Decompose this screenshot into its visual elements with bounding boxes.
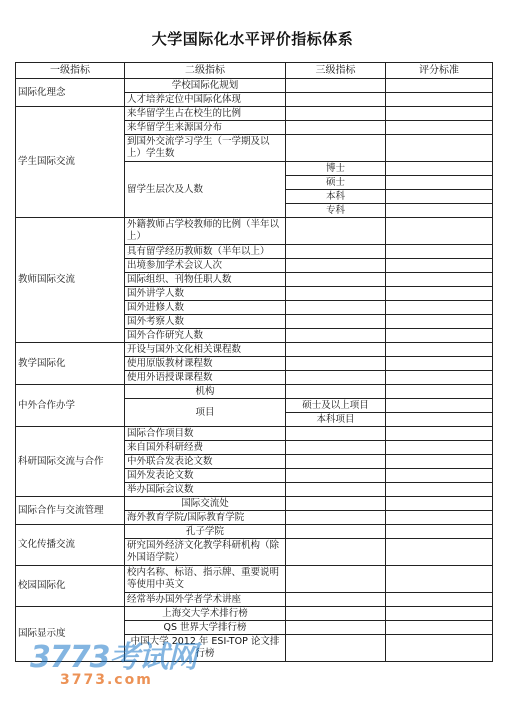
level2-cell: 外籍教师占学校教师的比例（半年以上） — [125, 218, 286, 245]
level2-cell: 来华留学生来源国分布 — [125, 121, 286, 135]
score-cell — [386, 329, 493, 343]
level2-cell: 校内名称、标语、指示牌、重要说明等使用中英文 — [125, 566, 286, 593]
header-level2: 二级指标 — [125, 63, 286, 79]
score-cell — [386, 497, 493, 511]
level2-cell: 中外联合发表论文数 — [125, 455, 286, 469]
level2-cell: 国际交流处 — [125, 497, 286, 511]
score-cell — [386, 273, 493, 287]
header-level3: 三级指标 — [286, 63, 386, 79]
level2-cell: 经常举办国外学者学术讲座 — [125, 593, 286, 607]
level3-cell: 博士 — [286, 162, 386, 176]
score-cell — [386, 525, 493, 539]
level2-cell: 孔子学院 — [125, 525, 286, 539]
score-cell — [386, 566, 493, 593]
level1-cell: 科研国际交流与合作 — [16, 427, 125, 497]
level3-cell — [286, 287, 386, 301]
score-cell — [386, 204, 493, 218]
level3-cell: 专科 — [286, 204, 386, 218]
level3-cell — [286, 621, 386, 635]
level2-cell: 上海交大学术排行榜 — [125, 607, 286, 621]
score-cell — [386, 483, 493, 497]
level2-cell: 中国大学 2012 年 ESI-TOP 论文排行榜 — [125, 635, 286, 662]
score-cell — [386, 539, 493, 566]
level3-cell — [286, 121, 386, 135]
level1-cell: 教师国际交流 — [16, 218, 125, 343]
level2-cell: 国外讲学人数 — [125, 287, 286, 301]
table-row — [16, 566, 493, 593]
level1-cell: 国际显示度 — [16, 607, 125, 662]
score-cell — [386, 441, 493, 455]
level3-cell — [286, 93, 386, 107]
level2-cell: 来自国外科研经费 — [125, 441, 286, 455]
score-cell — [386, 287, 493, 301]
level3-cell — [286, 455, 386, 469]
score-cell — [386, 107, 493, 121]
score-cell — [386, 301, 493, 315]
watermark-url: 3773.com — [60, 672, 153, 688]
score-cell — [386, 315, 493, 329]
score-cell — [386, 469, 493, 483]
level3-cell — [286, 245, 386, 259]
level3-cell — [286, 511, 386, 525]
level3-cell — [286, 107, 386, 121]
level2-cell: 学校国际化规划 — [125, 79, 286, 93]
level3-cell: 硕士 — [286, 176, 386, 190]
score-cell — [386, 427, 493, 441]
level2-cell: 国际组织、刊物任职人数 — [125, 273, 286, 287]
level2-cell: 项目 — [125, 399, 286, 427]
score-cell — [386, 455, 493, 469]
header-scoring: 评分标准 — [386, 63, 493, 79]
table-row — [16, 79, 493, 93]
level3-cell: 硕士及以上项目 — [286, 399, 386, 413]
level1-cell: 教学国际化 — [16, 343, 125, 385]
level3-cell — [286, 315, 386, 329]
level2-cell: 国外进修人数 — [125, 301, 286, 315]
level3-cell — [286, 259, 386, 273]
level2-cell: 机构 — [125, 385, 286, 399]
score-cell — [386, 371, 493, 385]
score-cell — [386, 190, 493, 204]
watermark-logo-text: 3773考试网 — [30, 640, 197, 675]
level1-cell: 校园国际化 — [16, 566, 125, 607]
header-level1: 一级指标 — [16, 63, 125, 79]
level3-cell — [286, 385, 386, 399]
level3-cell — [286, 79, 386, 93]
score-cell — [386, 413, 493, 427]
page-title: 大学国际化水平评价指标体系 — [151, 30, 354, 48]
level3-cell — [286, 273, 386, 287]
level2-cell: 举办国际会议数 — [125, 483, 286, 497]
score-cell — [386, 635, 493, 662]
level3-cell — [286, 357, 386, 371]
score-cell — [386, 93, 493, 107]
level2-cell: QS 世界大学排行榜 — [125, 621, 286, 635]
level3-cell — [286, 469, 386, 483]
level3-cell — [286, 441, 386, 455]
score-cell — [386, 511, 493, 525]
table-row — [16, 525, 493, 539]
level2-cell: 研究国外经济文化教学科研机构（除外国语学院） — [125, 539, 286, 566]
level1-cell: 文化传播交流 — [16, 525, 125, 566]
level2-cell: 国际合作项目数 — [125, 427, 286, 441]
score-cell — [386, 176, 493, 190]
level2-cell: 使用原版教材课程数 — [125, 357, 286, 371]
table-row — [16, 427, 493, 441]
table-header-row — [16, 63, 493, 79]
level2-cell: 出境参加学术会议人次 — [125, 259, 286, 273]
level2-cell: 海外教育学院/国际教育学院 — [125, 511, 286, 525]
table-row — [16, 607, 493, 621]
score-cell — [386, 135, 493, 162]
level3-cell — [286, 593, 386, 607]
level3-cell — [286, 427, 386, 441]
level2-cell: 具有留学经历教师数（半年以上） — [125, 245, 286, 259]
level3-cell — [286, 566, 386, 593]
table-row — [16, 343, 493, 357]
level3-cell — [286, 371, 386, 385]
score-cell — [386, 593, 493, 607]
level2-cell: 开设与国外文化相关课程数 — [125, 343, 286, 357]
score-cell — [386, 399, 493, 413]
score-cell — [386, 385, 493, 399]
level3-cell — [286, 218, 386, 245]
level3-cell — [286, 135, 386, 162]
level2-cell: 国外考察人数 — [125, 315, 286, 329]
table-row — [16, 107, 493, 121]
score-cell — [386, 259, 493, 273]
score-cell — [386, 121, 493, 135]
level1-cell: 中外合作办学 — [16, 385, 125, 427]
level3-cell — [286, 635, 386, 662]
level2-cell: 人才培养定位中国际化体现 — [125, 93, 286, 107]
level1-cell: 学生国际交流 — [16, 107, 125, 218]
score-cell — [386, 607, 493, 621]
level3-cell: 本科 — [286, 190, 386, 204]
score-cell — [386, 357, 493, 371]
score-cell — [386, 79, 493, 93]
level3-cell — [286, 301, 386, 315]
score-cell — [386, 245, 493, 259]
level2-cell: 留学生层次及人数 — [125, 162, 286, 218]
level3-cell — [286, 343, 386, 357]
level3-cell — [286, 539, 386, 566]
score-cell — [386, 218, 493, 245]
level3-cell — [286, 329, 386, 343]
level3-cell — [286, 497, 386, 511]
level2-cell: 来华留学生占在校生的比例 — [125, 107, 286, 121]
level1-cell: 国际合作与交流管理 — [16, 497, 125, 525]
table-row — [16, 218, 493, 245]
table-row — [16, 497, 493, 511]
score-cell — [386, 162, 493, 176]
level1-cell: 国际化理念 — [16, 79, 125, 107]
level3-cell — [286, 483, 386, 497]
level2-cell: 到国外交流学习学生（一学期及以上）学生数 — [125, 135, 286, 162]
level2-cell: 国外合作研究人数 — [125, 329, 286, 343]
table-row — [16, 385, 493, 399]
level3-cell — [286, 525, 386, 539]
score-cell — [386, 621, 493, 635]
level3-cell: 本科项目 — [286, 413, 386, 427]
score-cell — [386, 343, 493, 357]
indicator-table — [15, 62, 493, 662]
level2-cell: 国外发表论文数 — [125, 469, 286, 483]
level3-cell — [286, 607, 386, 621]
level2-cell: 使用外语授课课程数 — [125, 371, 286, 385]
